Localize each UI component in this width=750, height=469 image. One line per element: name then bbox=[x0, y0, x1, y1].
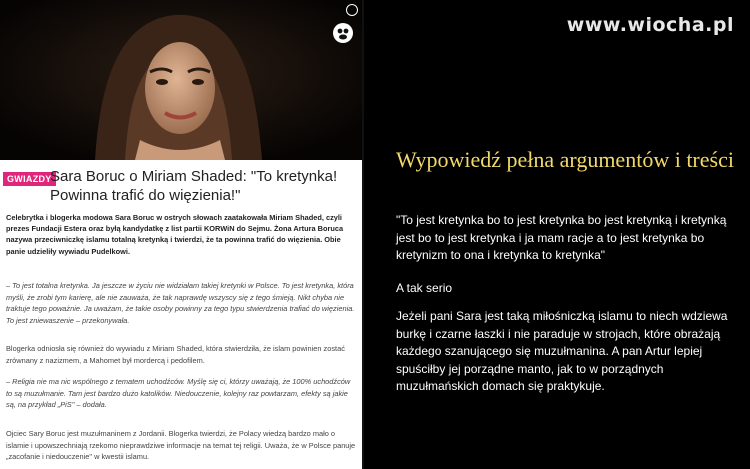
star-icon bbox=[346, 4, 358, 16]
article-lead: Celebrytka i blogerka modowa Sara Boruc w ostrych słowach zaatakowała Miriam Shaded, czyli prezes Fundacji Estera oraz byłą kandydatkę z list partii KORWiN do Sejmu. Żona Artura Boruca nazywa przeciwniczkę islamu totalną kretynką i twierdzi, że ta powinna trafić do więzienia. Obie panie udzieliły wywiadu Pudelkowi. bbox=[6, 213, 344, 256]
commentary-conclusion: Jeżeli pani Sara jest taką miłośniczką islamu to niech wdziewa burkę i czarne łaszki i nie paraduje w strojach, które obrażają każdego szanującego się muzułmanina. A pan Artur lepiej spuściłby jej porządne manto, jak to w porządnych muzułmańskich domach się praktykuje. bbox=[396, 309, 728, 393]
article-paragraph: Ojciec Sary Boruc jest muzułmaninem z Jordanii. Blogerka twierdzi, że Polacy wiedzą bardzo mało o islamie i upowszechniają rzekomo nieprawdziwe informacje na temat tej religii. Uważa, że w Polsce panuje „zacofanie i niedouczenie" w kwestii islamu. bbox=[6, 429, 356, 461]
commentary-aside: A tak serio bbox=[396, 281, 453, 295]
article-header bbox=[0, 160, 362, 210]
category-badge[interactable]: GWIAZDY bbox=[3, 172, 56, 186]
article-paragraph: – To jest totalna kretynka. Ja jeszcze w życiu nie widziałam takiej kretynki w Polsce. To jest kretynka, która myśli, że zrobi tym karierę, ale nie zauważa, że tak naprawdę wszyscy się z tego śmieją. Nikt chyba nie traktuje tego poważnie. Ja uważam, że takie osoby powinny za tego typu stwierdzenia trafiać do więzienia. To jest zniewaszenie – przekonywała. bbox=[6, 281, 355, 325]
commentary-title: Wypowiedź pełna argumentów i treści bbox=[396, 147, 734, 172]
article-headline[interactable]: Sara Boruc o Miriam Shaded: "To kretynka! Powinna trafić do więzienia!" bbox=[50, 168, 338, 204]
article-paragraph: – Religia nie ma nic wspólnego z tematem uchodźców. Myślę się ci, którzy uważają, że 100% uchodźców to są muzułmanie. Tam jest bardzo dużo katolików. Niedouczenie, kolejny raz powtarzam, efekty są jakie są, na przykład „PiS" – dodała. bbox=[6, 377, 351, 409]
commentary-panel bbox=[364, 0, 750, 469]
article-paragraph: Blogerka odniosła się również do wywiadu z Miriam Shaded, która stwierdziła, że islam powinien zostać zrównany z nazizmem, a Mahomet był mordercą i pedofilem. bbox=[6, 344, 345, 365]
site-watermark: www.wiocha.pl bbox=[566, 14, 734, 36]
pudelek-logo-icon bbox=[332, 22, 354, 44]
article-photo bbox=[0, 0, 362, 160]
commentary-quote: "To jest kretynka bo to jest kretynka bo jest kretynką i kretynką jest bo to jest kretynka i ja mam racje a to jest kretynka bo kretynizm to ona i kretynka to kretynka" bbox=[396, 213, 727, 262]
article-panel bbox=[0, 0, 362, 469]
